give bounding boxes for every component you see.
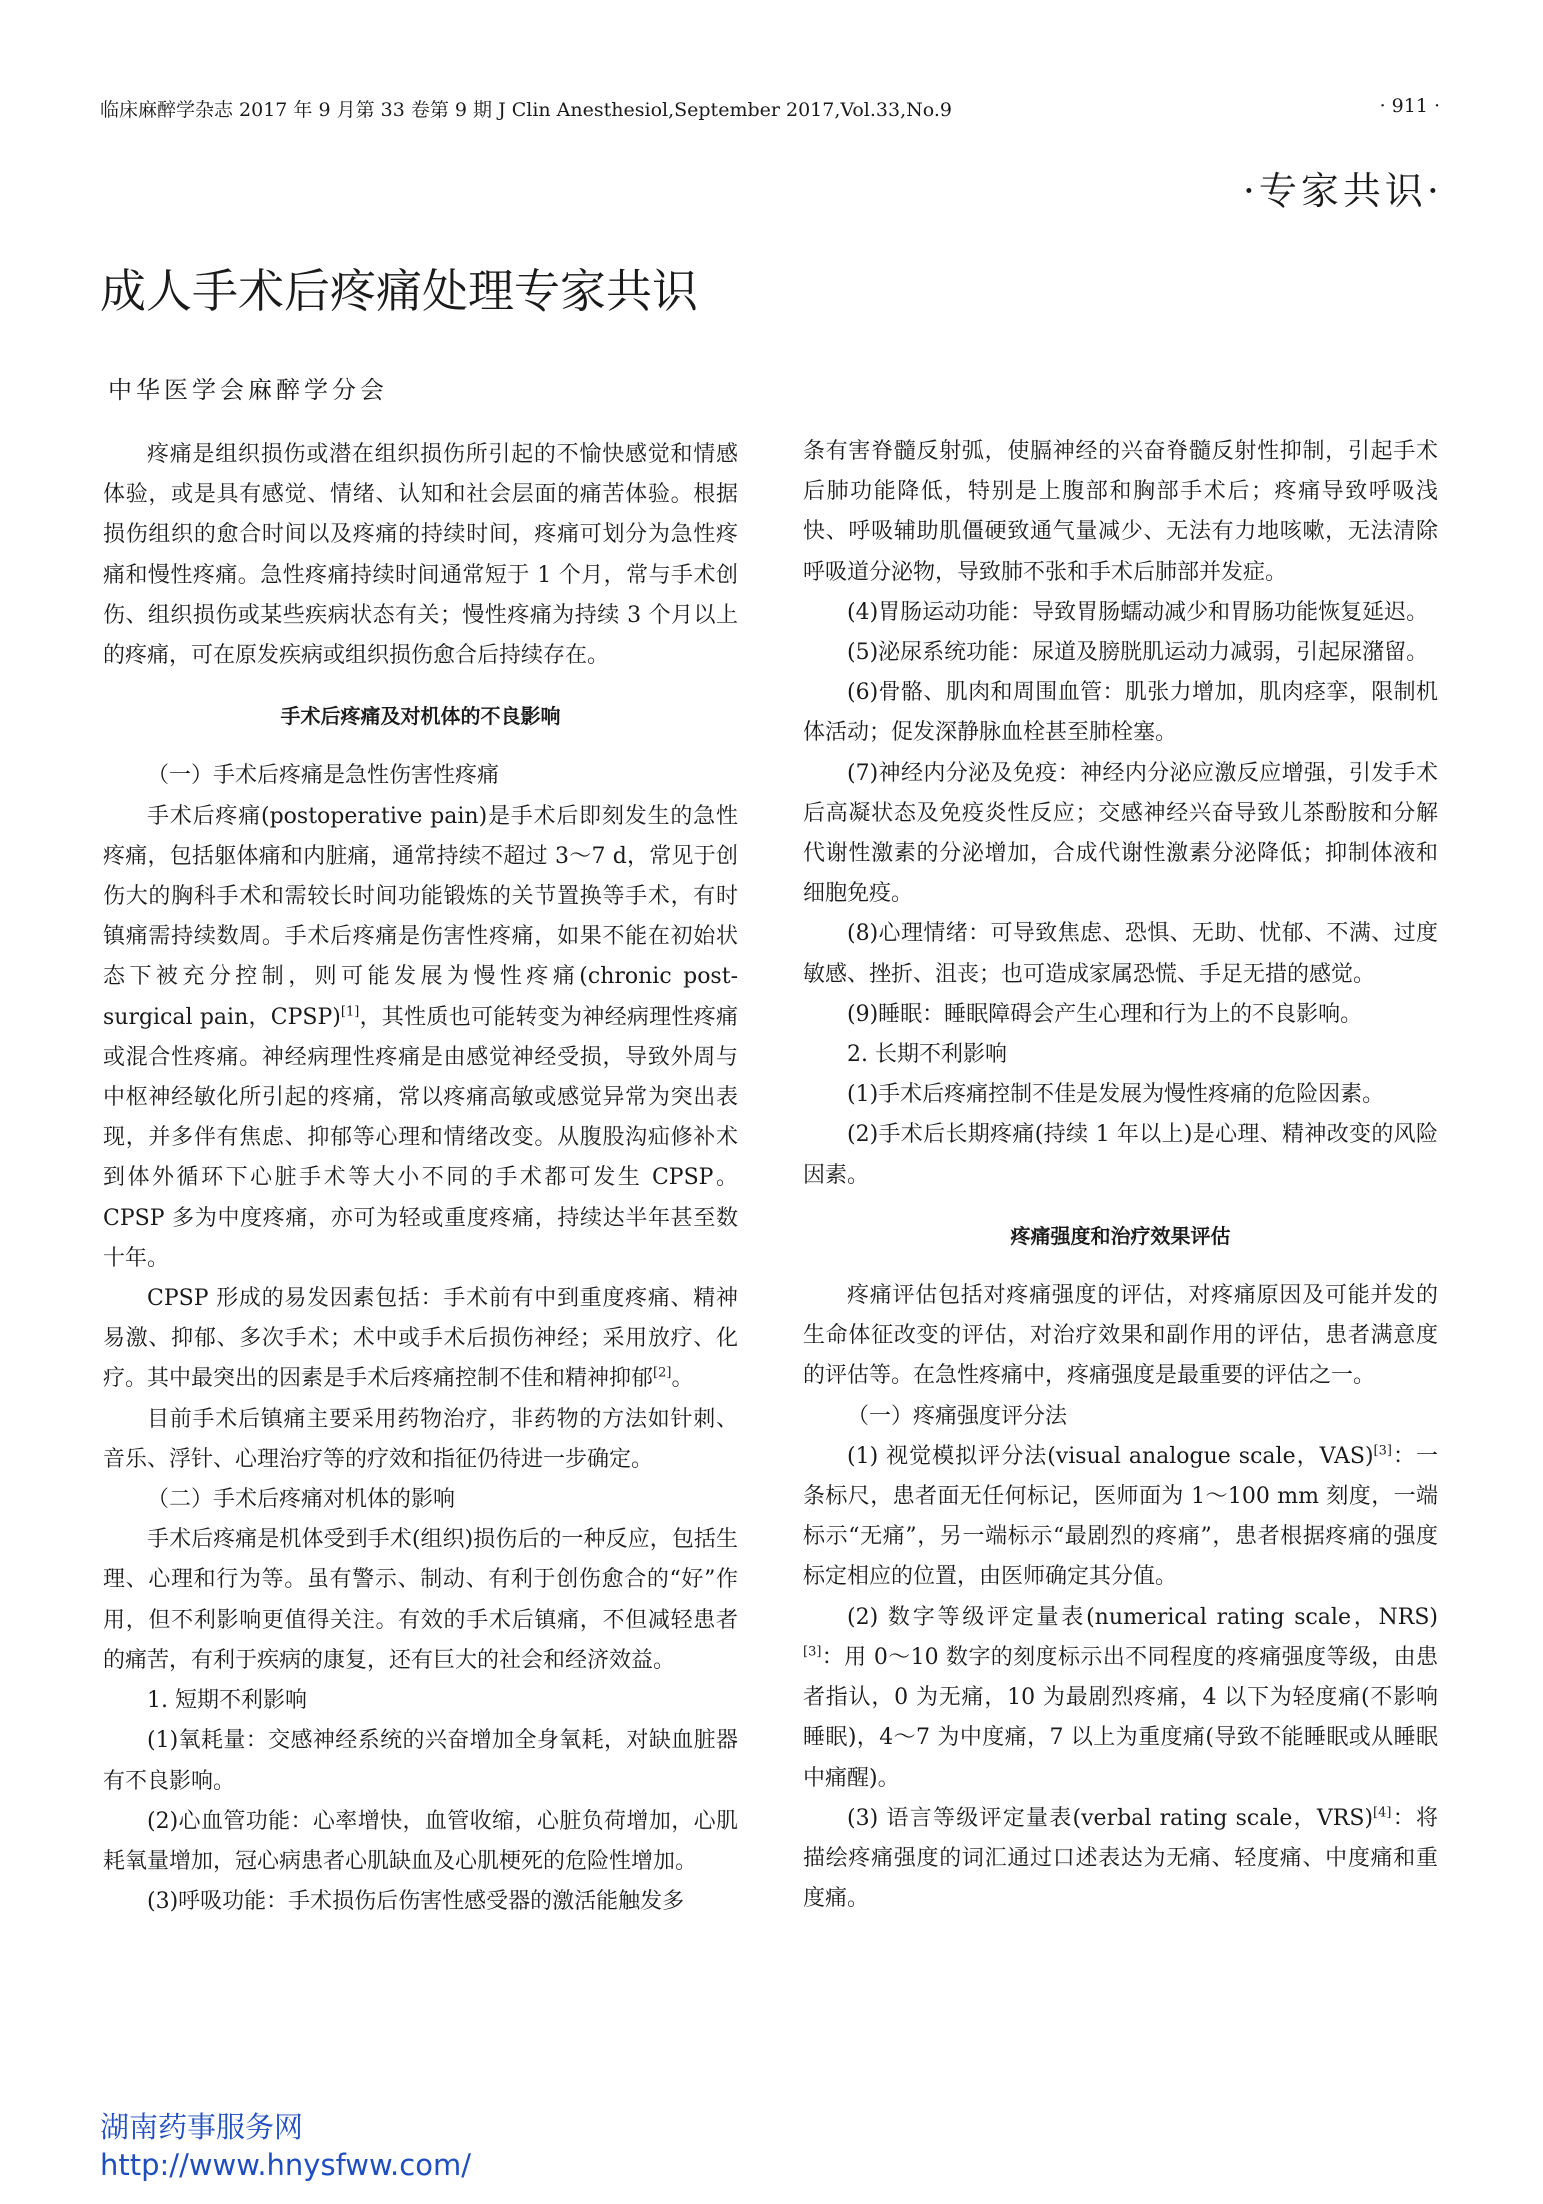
list-item-gastrointestinal: (4)胃肠运动功能：导致胃肠蠕动减少和胃肠功能恢复延迟。: [847, 599, 1429, 625]
list-item-cardiovascular: (2)心血管功能：心率增快，血管收缩，心脏负荷增加，心肌耗氧量增加，冠心病患者心肌缺血及心肌梗死的危险性增加。: [103, 1808, 738, 1874]
list-item-vrs: (3) 语言等级评定量表(verbal rating scale，VRS)[4]：将描绘疼痛强度的词汇通过口述表达为无痛、轻度痛、中度痛和重度痛。: [803, 1805, 1438, 1912]
list-item-nrs: (2) 数字等级评定量表(numerical rating scale，NRS)[3]：用 0～10 数字的刻度标示出不同程度的疼痛强度等级，由患者指认，0 为无痛，10 为最剧烈疼痛，4 以下为轻度痛(不影响睡眠)，4～7 为中度痛，7 以上为重度痛(导致不能睡眠或从睡眠中痛醒)。: [803, 1604, 1438, 1791]
watermark: [100, 2108, 471, 2184]
list-item-oxygen: (1)氧耗量：交感神经系统的兴奋增加全身氧耗，对缺血脏器有不良影响。: [103, 1728, 738, 1794]
right-column: [803, 432, 1438, 1919]
section-heading-pain-assessment: 疼痛强度和治疗效果评估: [1010, 1223, 1231, 1248]
section-heading-adverse-effects: 手术后疼痛及对机体的不良影响: [280, 704, 561, 729]
citation-ref: [1]: [340, 1004, 360, 1020]
paragraph-analgesia-treatment: 目前手术后镇痛主要采用药物治疗，非药物的方法如针刺、音乐、浮针、心理治疗等的疗效和指征仍待进一步确定。: [103, 1406, 738, 1472]
subheading-effects-on-body: （二）手术后疼痛对机体的影响: [147, 1487, 456, 1513]
paragraph-pain-assessment: 疼痛评估包括对疼痛强度的评估，对疼痛原因及可能并发的生命体征改变的评估，对治疗效果和副作用的评估，患者满意度的评估等。在急性疼痛中，疼痛强度是最重要的评估之一。: [803, 1283, 1438, 1389]
list-item-psychological: (8)心理情绪：可导致焦虑、恐惧、无助、忧郁、不满、过度敏感、挫折、沮丧；也可造成家属恐慌、手足无措的感觉。: [803, 921, 1438, 987]
paragraph-postoperative-pain: 手术后疼痛(postoperative pain)是手术后即刻发生的急性疼痛，包括躯体痛和内脏痛，通常持续不超过 3～7 d，常见于创伤大的胸科手术和需较长时间功能锻炼的关节置换等手术，有时镇痛需持续数周。手术后疼痛是伤害性疼痛，如果不能在初始状态下被充分控制，则可能发展为慢性疼痛(chronic post-surgical pain，CPSP)[1]，其性质也可能转变为神经病理性疼痛或混合性疼痛。神经病理性疼痛是由感觉神经受损，导致外周与中枢神经敏化所引起的疼痛，常以疼痛高敏或感觉异常为突出表现，并多伴有焦虑、抑郁等心理和情绪改变。从腹股沟疝修补术到体外循环下心脏手术等大小不同的手术都可发生 CPSP。CPSP 多为中度疼痛，亦可为轻或重度疼痛，持续达半年甚至数十年。: [103, 803, 738, 1271]
list-item-long-term-pain: (2)手术后长期疼痛(持续 1 年以上)是心理、精神改变的风险因素。: [803, 1122, 1438, 1188]
paragraph-respiratory-cont: 条有害脊髓反射弧，使膈神经的兴奋脊髓反射性抑制，引起手术后肺功能降低，特别是上腹部和胸部手术后；疼痛导致呼吸浅快、呼吸辅助肌僵硬致通气量减少、无法有力地咳嗽，无法清除呼吸道分泌物，导致肺不张和手术后肺部并发症。: [803, 439, 1438, 585]
subheading-long-term: 2. 长期不利影响: [847, 1042, 1007, 1068]
list-item-vas: (1) 视觉模拟评分法(visual analogue scale，VAS)[3]：一条标尺，患者面无任何标记，医师面为 1～100 mm 刻度，一端标示“无痛”，另一端标示“最剧烈的疼痛”，患者根据疼痛的强度标定相应的位置，由医师确定其分值。: [803, 1443, 1438, 1590]
intro-paragraph: 疼痛是组织损伤或潜在组织损伤所引起的不愉快感觉和情感体验，或是具有感觉、情绪、认知和社会层面的痛苦体验。根据损伤组织的愈合时间以及疼痛的持续时间，疼痛可划分为急性疼痛和慢性疼痛。急性疼痛持续时间通常短于 1 个月，常与手术创伤、组织损伤或某些疾病状态有关；慢性疼痛为持续 3 个月以上的疼痛，可在原发疾病或组织损伤愈合后持续存在。: [103, 442, 738, 669]
subheading-short-term: 1. 短期不利影响: [147, 1688, 307, 1714]
citation-ref: [2]: [653, 1366, 672, 1382]
journal-citation: 临床麻醉学杂志 2017 年 9 月第 33 卷第 9 期 J Clin Anesthesiol,September 2017,Vol.33,No.9: [100, 99, 952, 121]
subheading-acute-pain: （一）手术后疼痛是急性伤害性疼痛: [147, 763, 500, 789]
paragraph-cpsp-factors: CPSP 形成的易发因素包括：手术前有中到重度疼痛、精神易激、抑郁、多次手术；术中或手术后损伤神经；采用放疗、化疗。其中最突出的因素是手术后疼痛控制不佳和精神抑郁[2]。: [103, 1286, 738, 1392]
citation-ref: [4]: [1373, 1805, 1392, 1821]
paragraph-body-reaction: 手术后疼痛是机体受到手术(组织)损伤后的一种反应，包括生理、心理和行为等。虽有警示、制动、有利于创伤愈合的“好”作用，但不利影响更值得关注。有效的手术后镇痛，不但减轻患者的痛苦，有利于疾病的康复，还有巨大的社会和经济效益。: [103, 1527, 738, 1673]
list-item-musculoskeletal: (6)骨骼、肌肉和周围血管：肌张力增加，肌肉痉挛，限制机体活动；促发深静脉血栓甚至肺栓塞。: [803, 680, 1438, 746]
list-item-neuroendocrine: (7)神经内分泌及免疫：神经内分泌应激反应增强，引发手术后高凝状态及免疫炎性反应；交感神经兴奋导致儿茶酚胺和分解代谢性激素的分泌增加，合成代谢性激素分泌降低；抑制体液和细胞免疫。: [803, 760, 1438, 907]
page-number: · 911 ·: [1379, 95, 1440, 117]
author-line: 中华医学会麻醉学分会: [108, 376, 388, 404]
article-title: 成人手术后疼痛处理专家共识: [100, 264, 698, 318]
left-column: [103, 435, 738, 1922]
watermark-site-name: 湖南药事服务网: [100, 2110, 304, 2144]
list-item-chronic-risk: (1)手术后疼痛控制不佳是发展为慢性疼痛的危险因素。: [847, 1082, 1385, 1108]
list-item-respiratory: (3)呼吸功能：手术损伤后伤害性感受器的激活能触发多: [147, 1889, 685, 1915]
subheading-pain-scales: （一）疼痛强度评分法: [847, 1403, 1068, 1429]
list-item-sleep: (9)睡眠：睡眠障碍会产生心理和行为上的不良影响。: [847, 1001, 1363, 1027]
watermark-url: http://www.hnysfww.com/: [100, 2148, 471, 2182]
list-item-urinary: (5)泌尿系统功能：尿道及膀胱肌运动力减弱，引起尿潴留。: [847, 640, 1429, 666]
citation-ref: [3]: [803, 1644, 822, 1660]
section-tag: ·专家共识·: [1242, 169, 1443, 213]
citation-ref: [3]: [1373, 1443, 1392, 1459]
running-header: [100, 95, 1440, 123]
